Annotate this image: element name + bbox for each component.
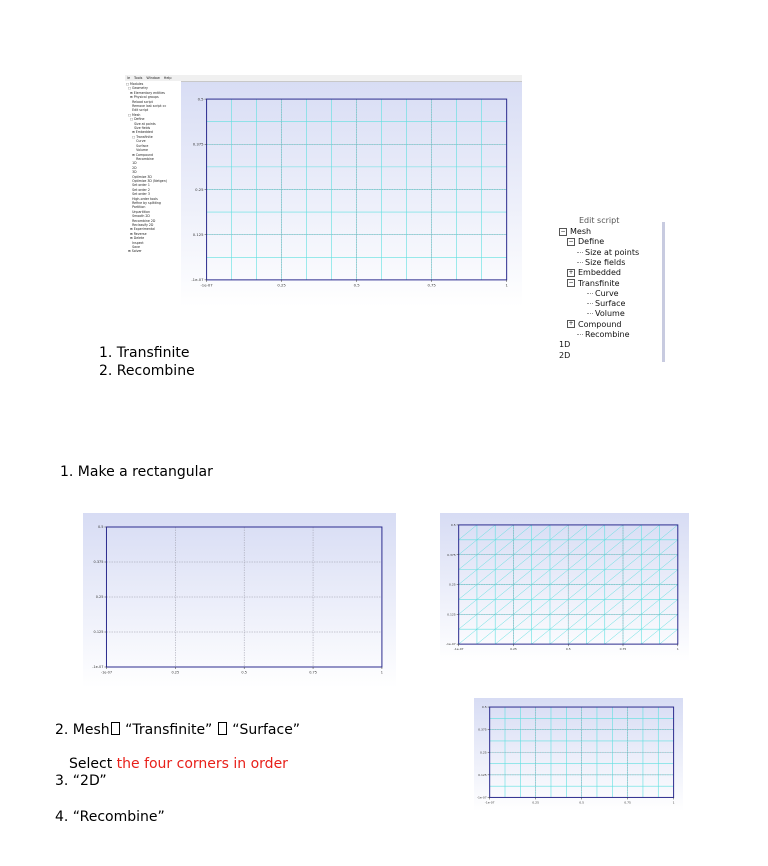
mesh-line-diagonal — [513, 629, 531, 644]
x-tick-label: 0.25 — [277, 282, 286, 288]
mesh-line-diagonal — [495, 555, 513, 570]
mesh-line-diagonal — [459, 585, 477, 600]
mesh-line-diagonal — [532, 540, 550, 555]
mesh-line-diagonal — [623, 540, 641, 555]
tree-item-volume[interactable] — [587, 309, 625, 319]
mesh-line-diagonal — [623, 599, 641, 614]
mesh-line-diagonal — [660, 629, 678, 644]
x-tick-label: 1 — [676, 647, 679, 652]
mesh-line-diagonal — [532, 555, 550, 570]
mesh-line-diagonal — [550, 585, 568, 600]
x-tick-label: -1e-07 — [484, 800, 495, 805]
mesh-line-diagonal — [605, 555, 623, 570]
transfinite-text: “Transfinite” — [120, 722, 217, 738]
x-tick-label: 0.75 — [619, 647, 627, 652]
step-list-item-2: 2. Recombine — [99, 363, 195, 379]
step-list-item-1: 1. Transfinite — [99, 345, 190, 361]
mesh-line-diagonal — [495, 629, 513, 644]
mesh-line-diagonal — [532, 525, 550, 540]
gmsh-tree-item[interactable]: 1D — [126, 161, 137, 166]
x-tick-label: 0.5 — [579, 800, 585, 805]
tree-cut-row: Edit script — [579, 216, 620, 225]
mesh-line-diagonal — [459, 599, 477, 614]
x-tick-label: 0.5 — [241, 670, 247, 675]
gmsh-tree-item[interactable]: Smooth 2D — [126, 214, 150, 219]
tree-item-size-at-points[interactable] — [577, 248, 639, 258]
mesh-line-diagonal — [586, 570, 604, 585]
expand-icon[interactable]: + — [568, 268, 574, 276]
tree-item-surface[interactable] — [587, 299, 625, 309]
mesh-line-diagonal — [623, 570, 641, 585]
mesh-line-diagonal — [513, 614, 531, 629]
mesh-line-diagonal — [459, 540, 477, 555]
gmsh-tree-item[interactable]: Volume — [126, 148, 148, 153]
y-tick-label: 0.25 — [448, 582, 456, 587]
collapse-icon[interactable]: − — [568, 279, 574, 286]
mesh-line-diagonal — [550, 614, 568, 629]
gmsh-tree-item[interactable]: □ Geometry — [126, 86, 148, 91]
mesh-line-diagonal — [459, 555, 477, 570]
gmsh-tree-item[interactable]: Optimize 3D (Netgen) — [126, 178, 167, 183]
mesh-line-diagonal — [477, 599, 495, 614]
mesh-line-diagonal — [495, 540, 513, 555]
mesh-line-diagonal — [605, 540, 623, 555]
x-tick-label: 0.75 — [427, 282, 436, 288]
gmsh-tree-item[interactable]: Reload script — [126, 99, 153, 104]
step-mesh-transfinite-surface — [55, 722, 300, 738]
y-tick-label: 0.125 — [447, 612, 456, 617]
gmsh-tree-item[interactable]: Optimize 3D — [126, 174, 152, 179]
quad-mesh-screenshot — [474, 698, 683, 811]
gmsh-tree-item[interactable]: Recombine 2D — [126, 218, 156, 223]
gmsh-tree-item[interactable]: Remove last script cc — [126, 104, 167, 109]
x-tick-label: 1 — [380, 670, 384, 675]
x-tick-label: 0.25 — [171, 670, 180, 675]
mesh-line-diagonal — [586, 629, 604, 644]
mesh-plot-quads — [474, 698, 683, 811]
mesh-line-diagonal — [623, 585, 641, 600]
gmsh-tree-item[interactable]: Unpartition — [126, 209, 150, 214]
mesh-line-diagonal — [550, 570, 568, 585]
mesh-line-diagonal — [623, 614, 641, 629]
mesh-line-diagonal — [605, 570, 623, 585]
mesh-plot-rectangle — [83, 513, 396, 688]
tree-scrollbar[interactable] — [662, 222, 665, 362]
tree-item-1d[interactable] — [559, 340, 570, 350]
mesh-line-diagonal — [586, 525, 604, 540]
y-tick-label: -1e-07 — [191, 277, 204, 283]
mesh-line-diagonal — [605, 629, 623, 644]
gmsh-tree-item[interactable]: 2D — [126, 165, 137, 170]
mesh-line-diagonal — [605, 525, 623, 540]
mesh-line-diagonal — [513, 540, 531, 555]
tree-item-recombine[interactable] — [577, 330, 630, 340]
gmsh-tree-item[interactable]: ⊞ Reverse — [126, 231, 147, 236]
mesh-line-diagonal — [623, 629, 641, 644]
mesh-line-diagonal — [641, 555, 659, 570]
tree-branch-line — [587, 293, 593, 294]
mesh-line-diagonal — [532, 599, 550, 614]
mesh-line-diagonal — [568, 525, 586, 540]
triangle-mesh-screenshot — [440, 513, 689, 662]
menu-item[interactable]: le — [127, 75, 131, 80]
mesh-line-diagonal — [568, 540, 586, 555]
step-2d: 3. “2D” — [55, 773, 107, 789]
mesh-line-diagonal — [605, 585, 623, 600]
mesh-line-diagonal — [532, 629, 550, 644]
gmsh-screenshot-transfinite — [125, 75, 522, 307]
mesh-line-diagonal — [532, 585, 550, 600]
y-tick-label: 0.5 — [197, 96, 204, 102]
step-recombine: 4. “Recombine” — [55, 809, 165, 825]
gmsh-tree-item[interactable]: ⊞ Physical groups — [126, 95, 159, 100]
collapse-icon[interactable]: − — [568, 237, 574, 245]
mesh-line-diagonal — [532, 570, 550, 585]
mesh-line-diagonal — [513, 555, 531, 570]
tree-item-label: 2D — [559, 350, 571, 360]
mesh-line-diagonal — [495, 599, 513, 614]
gmsh-tree-panel — [125, 81, 181, 307]
four-corners-highlight: the four corners in order — [116, 756, 288, 772]
mesh-line-diagonal — [532, 614, 550, 629]
gmsh-tree-item[interactable]: ⊞ Embedded — [126, 130, 153, 135]
mesh-line-diagonal — [641, 570, 659, 585]
y-tick-label: 0.375 — [447, 552, 456, 557]
mesh-line-diagonal — [477, 614, 495, 629]
y-tick-label: 0.375 — [478, 727, 487, 732]
mesh-line-diagonal — [641, 629, 659, 644]
mesh-line-diagonal — [568, 570, 586, 585]
tree-item-label: 1D — [559, 340, 571, 350]
y-tick-label: 0.5 — [481, 705, 487, 710]
mesh-line-diagonal — [459, 570, 477, 585]
tree-item-label: Recombine — [585, 330, 630, 339]
y-tick-label: 0.5 — [97, 525, 104, 530]
menu-item[interactable]: Tools — [134, 75, 143, 80]
mesh-line-diagonal — [495, 570, 513, 585]
mesh-line-diagonal — [513, 525, 531, 540]
mesh-line-diagonal — [660, 570, 678, 585]
x-tick-label: -1e-07 — [100, 670, 113, 675]
x-tick-label: 0.75 — [309, 670, 317, 675]
surface-text: “Surface” — [227, 722, 301, 738]
mesh-line-diagonal — [586, 540, 604, 555]
y-tick-label: 0.25 — [95, 595, 104, 600]
mesh-line-diagonal — [623, 525, 641, 540]
mesh-line-diagonal — [513, 585, 531, 600]
gmsh-tree-item[interactable]: Set order 2 — [126, 187, 150, 192]
mesh-line-diagonal — [660, 555, 678, 570]
tree-item-2d[interactable] — [559, 351, 570, 361]
mesh-plot-top — [181, 81, 522, 307]
gmsh-tree-crop — [557, 216, 665, 362]
mesh-line-diagonal — [459, 629, 477, 644]
tree-item-label: Compound — [578, 319, 622, 329]
gmsh-tree-item[interactable]: Size at points — [126, 121, 156, 126]
y-tick-label: 0.125 — [192, 232, 204, 238]
mesh-line-diagonal — [495, 525, 513, 540]
tree-item-label: Transfinite — [578, 278, 620, 288]
select-corners-instruction — [69, 756, 288, 772]
y-tick-label: 0.125 — [93, 630, 104, 635]
mesh-line-diagonal — [605, 614, 623, 629]
x-tick-label: 1 — [672, 800, 675, 805]
gmsh-tree-item[interactable]: □ Mesh — [126, 112, 141, 117]
select-text: Select — [69, 756, 117, 772]
tree-item-label: Mesh — [570, 227, 592, 236]
mesh-line-diagonal — [586, 614, 604, 629]
mesh-line-diagonal — [477, 585, 495, 600]
gmsh-tree-item[interactable]: □ Modules — [126, 82, 144, 86]
mesh-line-diagonal — [513, 599, 531, 614]
mesh-line-diagonal — [641, 525, 659, 540]
y-tick-label: -1e-07 — [476, 795, 487, 800]
mesh-line-diagonal — [568, 555, 586, 570]
mesh-plot-triangles — [440, 513, 689, 662]
mesh-line-diagonal — [586, 585, 604, 600]
x-tick-label: 0.75 — [624, 800, 631, 805]
mesh-line-diagonal — [550, 629, 568, 644]
y-tick-label: 0.5 — [450, 522, 456, 527]
gmsh-tree-item[interactable]: Edit script — [126, 108, 149, 113]
mesh-line-diagonal — [459, 525, 477, 540]
tree-item-curve[interactable] — [587, 289, 619, 299]
mesh-line-diagonal — [568, 585, 586, 600]
tree-branch-line — [577, 334, 583, 335]
gmsh-tree-item[interactable]: □ Define — [126, 117, 145, 122]
gmsh-tree-item[interactable]: Set order 1 — [126, 183, 150, 188]
tree-branch-line — [577, 262, 583, 263]
mesh-line-diagonal — [550, 555, 568, 570]
mesh-line-diagonal — [568, 629, 586, 644]
mesh-line-diagonal — [477, 629, 495, 644]
tree-item-label: Size fields — [585, 257, 626, 267]
y-tick-label: 0.125 — [478, 772, 487, 777]
gmsh-tree-item[interactable]: Reclassify 2D — [126, 223, 154, 227]
gmsh-tree-item[interactable]: 3D — [126, 170, 137, 175]
gmsh-tree-item[interactable]: ⊞ Delete — [126, 236, 145, 241]
mesh-line-diagonal — [550, 599, 568, 614]
mesh-line-diagonal — [568, 614, 586, 629]
mesh-line-diagonal — [605, 599, 623, 614]
mesh-line-diagonal — [477, 570, 495, 585]
mesh-line-diagonal — [641, 540, 659, 555]
gmsh-tree-item[interactable]: ⊞ Experimental — [126, 227, 155, 232]
mesh-line-diagonal — [660, 585, 678, 600]
mesh-line-diagonal — [660, 525, 678, 540]
gmsh-tree-item[interactable]: ⊞ Compound — [126, 152, 154, 157]
x-tick-label: 1 — [505, 282, 508, 288]
tree-item-transfinite[interactable] — [567, 279, 620, 289]
tree-item-compound[interactable] — [567, 320, 621, 330]
gmsh-tree-item[interactable]: Refine by splitting — [126, 200, 161, 205]
tree-item-label: Curve — [595, 288, 619, 298]
gmsh-tree-item[interactable]: ⊞ Elementary entities — [126, 90, 165, 95]
gmsh-tree-item[interactable]: Set order 3 — [126, 192, 150, 197]
tree-item-label: Size at points — [585, 247, 640, 257]
menu-item[interactable]: Window — [146, 75, 160, 80]
tree-item-mesh[interactable] — [559, 227, 591, 237]
mesh-text: 2. Mesh — [55, 722, 110, 738]
unknown-glyph-box — [111, 722, 120, 735]
y-tick-label: -1e-07 — [445, 642, 456, 647]
y-tick-label: 0.375 — [93, 560, 104, 565]
unknown-glyph-box — [218, 722, 227, 735]
tree-item-label: Surface — [595, 299, 626, 309]
tree-item-label: Define — [578, 237, 605, 247]
mesh-line-diagonal — [660, 599, 678, 614]
mesh-line-diagonal — [586, 599, 604, 614]
gmsh-tree-item[interactable]: Inspect — [126, 240, 144, 245]
y-tick-label: 0.375 — [192, 141, 204, 147]
tree-item-define[interactable] — [567, 237, 604, 247]
rectangle-screenshot — [83, 513, 396, 688]
menu-item[interactable]: Help — [163, 75, 172, 80]
y-tick-label: 0.25 — [479, 750, 487, 755]
gmsh-tree-item[interactable]: □ Transfinite — [126, 134, 153, 139]
mesh-line-diagonal — [495, 614, 513, 629]
mesh-line-diagonal — [568, 599, 586, 614]
mesh-line-diagonal — [623, 555, 641, 570]
mesh-line-diagonal — [660, 540, 678, 555]
x-tick-label: 0.25 — [510, 647, 517, 652]
gmsh-tree-item[interactable]: Size fields — [126, 126, 151, 131]
tree-item-label: Volume — [595, 309, 625, 319]
gmsh-tree-item[interactable]: Save — [126, 245, 140, 250]
x-tick-label: -1e-07 — [200, 282, 213, 288]
mesh-line-diagonal — [550, 540, 568, 555]
x-tick-label: -1e-07 — [453, 647, 464, 652]
gmsh-tree-item[interactable]: Surface — [126, 143, 149, 148]
x-tick-label: 0.5 — [565, 647, 571, 652]
tree-branch-line — [587, 303, 593, 304]
mesh-line-diagonal — [459, 614, 477, 629]
mesh-line-diagonal — [550, 525, 568, 540]
mesh-line-diagonal — [477, 525, 495, 540]
tree-branch-line — [577, 252, 583, 253]
tree-item-embedded[interactable] — [567, 268, 621, 278]
gmsh-tree-item[interactable]: Recombine — [126, 156, 154, 161]
mesh-line-diagonal — [586, 555, 604, 570]
gmsh-tree-item[interactable]: ⊞ Solver — [126, 249, 142, 254]
gmsh-tree-item[interactable]: Partition — [126, 205, 146, 210]
tree-branch-line — [587, 313, 593, 314]
mesh-line-diagonal — [641, 599, 659, 614]
mesh-line-diagonal — [495, 585, 513, 600]
collapse-icon[interactable]: − — [560, 227, 566, 235]
mesh-line-diagonal — [641, 585, 659, 600]
mesh-line-diagonal — [641, 614, 659, 629]
x-tick-label: 0.5 — [353, 282, 360, 288]
step-make-rectangular: 1. Make a rectangular — [60, 464, 213, 480]
mesh-line-diagonal — [477, 540, 495, 555]
x-tick-label: 0.25 — [532, 800, 539, 805]
y-tick-label: -1e-07 — [92, 665, 104, 670]
gmsh-tree-item[interactable]: Curve — [126, 139, 146, 144]
expand-icon[interactable]: + — [568, 320, 574, 328]
mesh-line-diagonal — [660, 614, 678, 629]
gmsh-tree-item[interactable]: High-order tools — [126, 196, 158, 201]
mesh-line-diagonal — [513, 570, 531, 585]
y-tick-label: 0.25 — [195, 186, 204, 192]
tree-item-label: Embedded — [578, 268, 622, 278]
tree-item-size-fields[interactable] — [577, 258, 625, 268]
mesh-line-diagonal — [477, 555, 495, 570]
